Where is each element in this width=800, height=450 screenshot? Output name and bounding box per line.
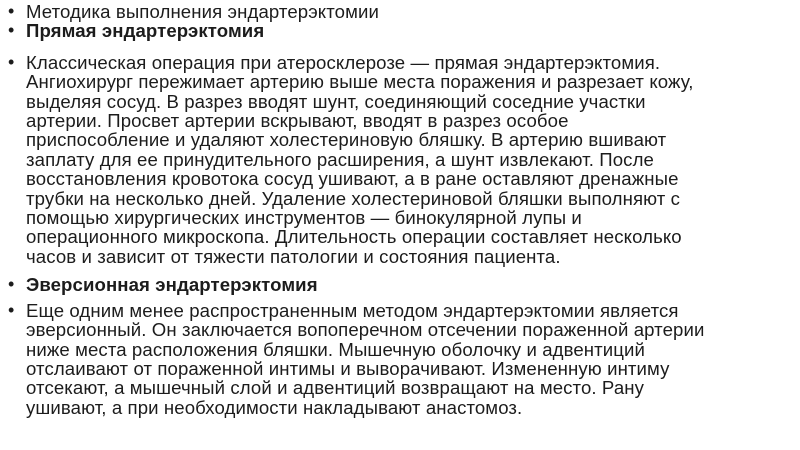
list-item-eversion-heading (8, 275, 790, 294)
direct-endarterectomy-heading: Прямая эндартерэктомия (26, 20, 265, 42)
bullet-marker: • (8, 20, 15, 41)
bullet-marker: • (8, 51, 15, 72)
eversion-endarterectomy-paragraph: Еще одним менее распространенным методом эндартерэктомии является эверсионный. Он заключается вопоперечном отсечении пораженной артерии ниже места расположения бляшки. Мышечную оболочку и адвентиций отслаивают от пораженной интимы и выворачивают. Измененную интиму отсекают, а мышечный слой и адвентиций возвращают на место. Рану ушивают, а при необходимости накладывают анастомоз. (26, 299, 705, 418)
eversion-endarterectomy-heading: Эверсионная эндартерэктомия (26, 274, 318, 296)
list-item-eversion-description (8, 301, 790, 417)
list-item-direct-heading (8, 21, 790, 40)
bullet-marker: • (8, 274, 15, 295)
list-item-method-title (8, 2, 790, 21)
method-title-text: Методика выполнения эндартерэктомии (26, 1, 379, 22)
direct-endarterectomy-paragraph: Классическая операция при атеросклерозе — прямая эндартерэктомия. Ангиохирург пережимает артерию выше места поражения и разрезает кожу, выделяя сосуд. В разрез вводят шунт, соединяющий соседние участки артерии. Просвет артерии вскрывают, вводят в разрез особое приспособление и удаляют холестериновую бляшку. В артерию вшивают заплату для ее принудительного расширения, а шунт извлекают. После восстановления кровотока сосуд ушивают, а в ране оставляют дренажные трубки на несколько дней. Удаление холестериновой бляшки выполняют с помощью хирургических инструментов — бинокулярной лупы и операционного микроскопа. Длительность операции составляет несколько часов и зависит от тяжести патологии и состояния пациента. (26, 51, 694, 267)
bullet-marker: • (8, 299, 15, 320)
bullet-marker: • (8, 1, 15, 21)
list-item-direct-description (8, 53, 790, 266)
